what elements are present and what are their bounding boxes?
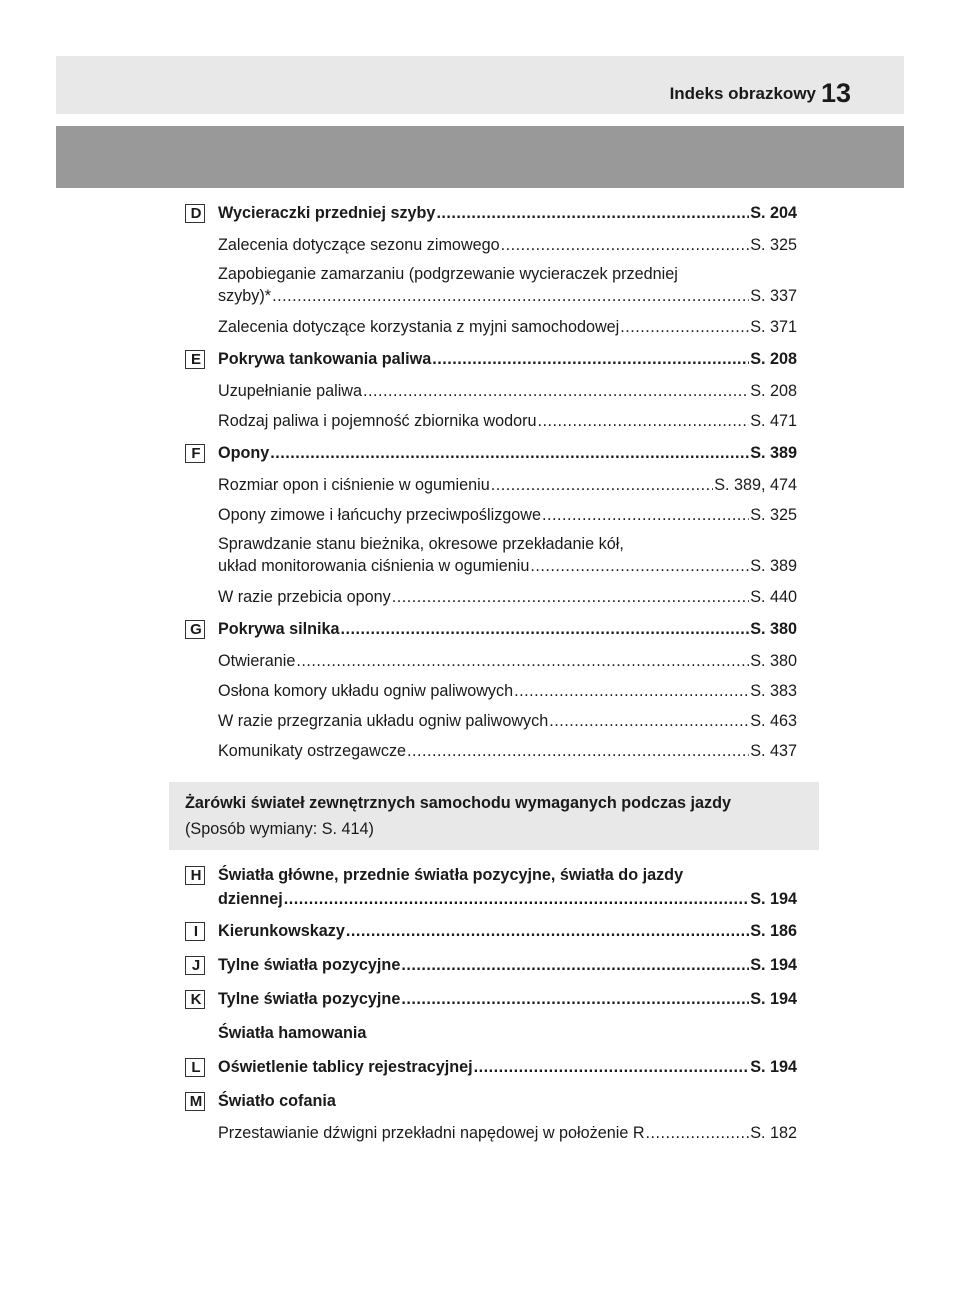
sub-entry[interactable] xyxy=(185,1118,797,1148)
page-ref[interactable]: S. 389, 474 xyxy=(714,475,797,494)
page-ref[interactable]: S. 463 xyxy=(750,711,797,730)
sub-entry[interactable] xyxy=(185,376,797,406)
sub-entry-text: szyby)* xyxy=(218,287,272,305)
page-ref[interactable]: S. 371 xyxy=(750,317,797,336)
page-ref[interactable]: S. 325 xyxy=(750,235,797,254)
label-m: M xyxy=(185,1092,205,1111)
label-d: D xyxy=(185,204,205,223)
sub-entry-text: układ monitorowania ciśnienia w ogumieniu xyxy=(218,557,530,575)
label-h: H xyxy=(185,866,205,885)
sub-entry-text: Osłona komory układu ogniw paliwowych xyxy=(218,681,514,700)
callout-subtitle: (Sposób wymiany: S. 414) xyxy=(185,820,374,838)
entry-f[interactable] xyxy=(185,436,797,470)
page-ref[interactable]: S. 182 xyxy=(750,1123,797,1142)
picture-index-list xyxy=(185,196,797,1148)
entry-j[interactable] xyxy=(185,948,797,982)
sub-entry-text: Opony zimowe i łańcuchy przeciwpoślizgowe xyxy=(218,505,541,524)
page-ref[interactable]: S. 208 xyxy=(750,381,797,400)
page-ref[interactable]: S. 194 xyxy=(750,989,797,1008)
entry-m[interactable] xyxy=(185,1084,797,1118)
entry-title: Światło cofania xyxy=(218,1091,336,1110)
sub-entry-text: Komunikaty ostrzegawcze xyxy=(218,741,407,760)
entry-l[interactable] xyxy=(185,1050,797,1084)
sub-entry[interactable] xyxy=(185,530,797,582)
label-j: J xyxy=(185,956,205,975)
label-i: I xyxy=(185,922,205,941)
page-ref[interactable]: S. 337 xyxy=(750,287,797,305)
sub-entry[interactable] xyxy=(185,312,797,342)
label-k: K xyxy=(185,990,205,1009)
label-l: L xyxy=(185,1058,205,1077)
entry-k[interactable] xyxy=(185,982,797,1016)
sub-entry-text-line1: Sprawdzanie stanu bieżnika, okresowe przekładanie kół, xyxy=(218,535,624,553)
sub-entry[interactable] xyxy=(185,736,797,766)
entry-title: Pokrywa tankowania paliwa xyxy=(218,349,432,368)
sub-entry[interactable] xyxy=(185,646,797,676)
entry-i[interactable] xyxy=(185,914,797,948)
page-ref[interactable]: S. 440 xyxy=(750,587,797,606)
entry-h[interactable] xyxy=(185,858,797,914)
page-ref[interactable]: S. 204 xyxy=(750,203,797,222)
entry-title: Wycieraczki przedniej szyby xyxy=(218,203,436,222)
sub-entry[interactable] xyxy=(185,582,797,612)
entry-e[interactable] xyxy=(185,342,797,376)
entry-title: Tylne światła pozycyjne xyxy=(218,955,401,974)
entry-title: Kierunkowskazy xyxy=(218,921,345,940)
header-title: Indeks obrazkowy xyxy=(669,84,816,103)
sub-entry[interactable] xyxy=(185,706,797,736)
page-ref[interactable]: S. 380 xyxy=(750,651,797,670)
callout-title: Żarówki świateł zewnętrznych samochodu wymaganych podczas jazdy xyxy=(185,794,732,812)
sub-entry-text: Zalecenia dotyczące korzystania z myjni samochodowej xyxy=(218,317,620,336)
sub-entry-text-line1: Zapobieganie zamarzaniu (podgrzewanie wycieraczek przedniej xyxy=(218,265,678,283)
page-ref[interactable]: S. 437 xyxy=(750,741,797,760)
sub-entry[interactable] xyxy=(185,406,797,436)
label-g: G xyxy=(185,620,205,639)
entry-k-extra: Światła hamowania xyxy=(218,1023,367,1042)
page-ref[interactable]: S. 194 xyxy=(750,955,797,974)
page-ref[interactable]: S. 389 xyxy=(750,443,797,462)
sub-entry[interactable] xyxy=(185,260,797,312)
sub-entry[interactable] xyxy=(185,676,797,706)
sub-entry-text: Rodzaj paliwa i pojemność zbiornika wodoru xyxy=(218,411,537,430)
entry-title: Tylne światła pozycyjne xyxy=(218,989,401,1008)
sub-entry-text: Zalecenia dotyczące sezonu zimowego xyxy=(218,235,500,254)
entry-title-line1: Światła główne, przednie światła pozycyjne, światła do jazdy xyxy=(218,866,684,884)
sub-entry-text: W razie przegrzania układu ogniw paliwowych xyxy=(218,711,549,730)
sub-entry-text: Przestawianie dźwigni przekładni napędowej w położenie R xyxy=(218,1123,645,1142)
page-ref[interactable]: S. 389 xyxy=(750,557,797,575)
sub-entry-text: Otwieranie xyxy=(218,651,296,670)
page-ref[interactable]: S. 208 xyxy=(750,349,797,368)
sub-entry[interactable] xyxy=(185,230,797,260)
label-e: E xyxy=(185,350,205,369)
entry-title: dziennej xyxy=(218,890,283,908)
entry-g[interactable] xyxy=(185,612,797,646)
sub-entry[interactable] xyxy=(185,470,797,500)
page-ref[interactable]: S. 194 xyxy=(750,1057,797,1076)
entry-title: Pokrywa silnika xyxy=(218,619,340,638)
page-ref[interactable]: S. 471 xyxy=(750,411,797,430)
decorative-band xyxy=(56,126,904,188)
label-f: F xyxy=(185,444,205,463)
page-ref[interactable]: S. 194 xyxy=(750,890,797,908)
sub-entry-text: W razie przebicia opony xyxy=(218,587,391,606)
entry-d[interactable] xyxy=(185,196,797,230)
sub-entry-text: Rozmiar opon i ciśnienie w ogumieniu xyxy=(218,475,490,494)
entry-title: Opony xyxy=(218,443,270,462)
page-ref[interactable]: S. 186 xyxy=(750,921,797,940)
page-ref[interactable]: S. 380 xyxy=(750,619,797,638)
page-ref[interactable]: S. 325 xyxy=(750,505,797,524)
entry-title: Oświetlenie tablicy rejestracyjnej xyxy=(218,1057,473,1076)
bulb-callout-box xyxy=(169,782,819,850)
sub-entry[interactable] xyxy=(185,500,797,530)
sub-entry-text: Uzupełnianie paliwa xyxy=(218,381,362,400)
page-ref[interactable]: S. 383 xyxy=(750,681,797,700)
page-number: 13 xyxy=(821,78,852,108)
